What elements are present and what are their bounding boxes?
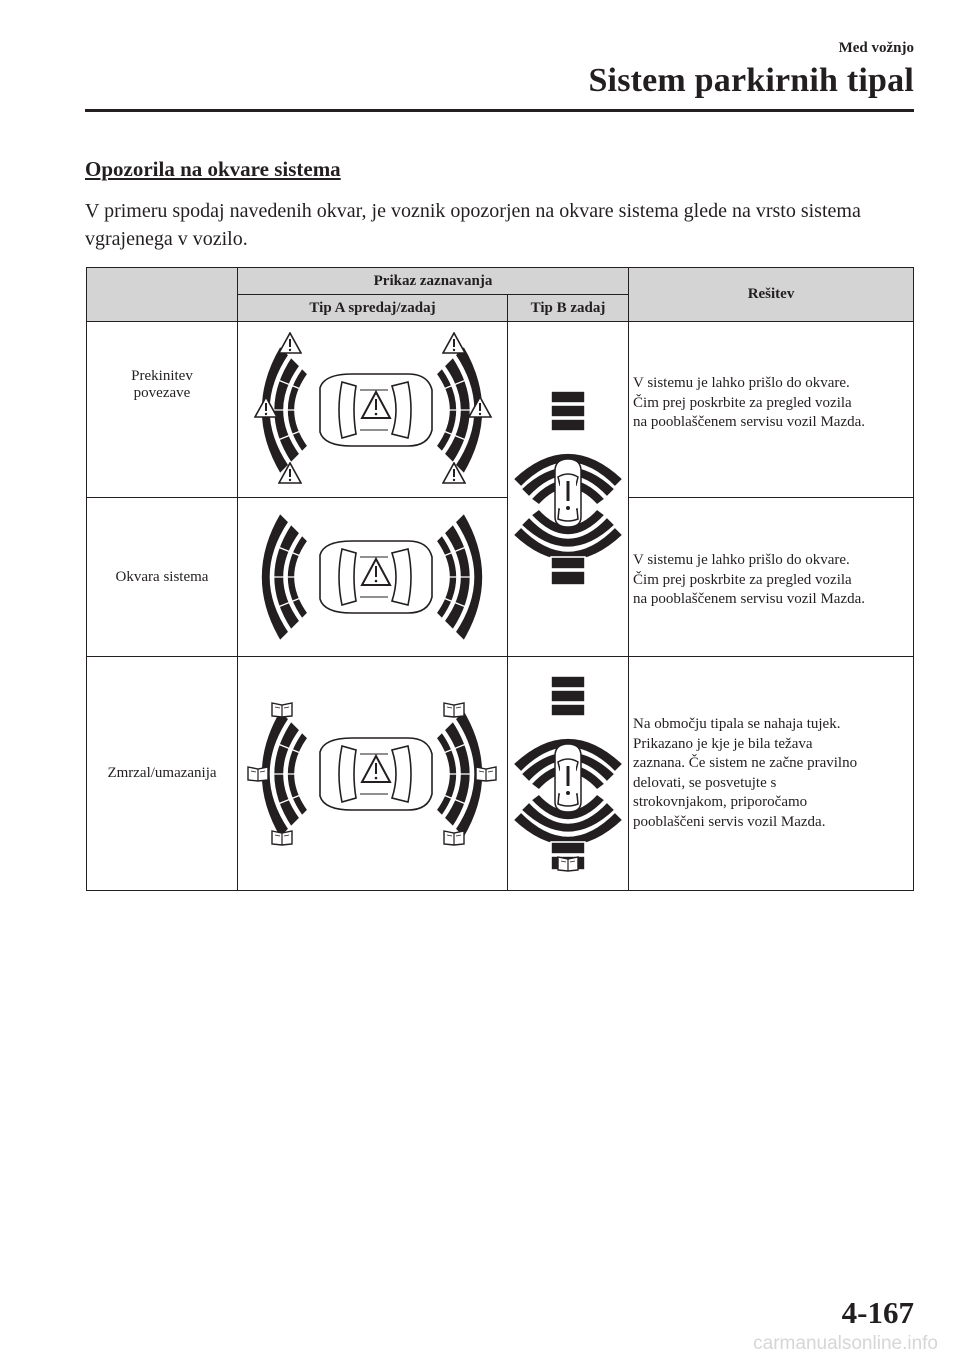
solution-line: Čim prej poskrbite za pregled vozila	[633, 571, 852, 588]
type-a-dirt-diagram	[242, 694, 504, 854]
header-section: Med vožnjo	[838, 40, 914, 56]
table-header-empty	[87, 268, 238, 322]
table-row	[87, 657, 914, 891]
solution-line: V sistemu je lahko prišlo do okvare.	[633, 375, 850, 391]
solution-line: Čim prej poskrbite za pregled vozila	[633, 394, 852, 411]
solution-line: V sistemu je lahko prišlo do okvare.	[633, 552, 850, 568]
solution-cell	[629, 657, 914, 891]
solution-cell	[629, 322, 914, 498]
solution-line: zaznana. Če sistem ne začne pravilno	[633, 755, 858, 771]
type-a-display-cell	[238, 322, 508, 498]
solution-line: na pooblaščenem servisu vozil Mazda.	[633, 414, 866, 430]
row-label-line: Prekinitev	[131, 368, 193, 384]
row-label: Okvara sistema	[87, 498, 238, 657]
table-header-type-a: Tip A spredaj/zadaj	[238, 295, 508, 322]
row-label	[87, 322, 238, 498]
solution-line: Prikazano je kje je bila težava	[633, 735, 813, 752]
header-title: Sistem parkirnih tipal	[588, 62, 914, 99]
intro-paragraph: V primeru spodaj navedenih okvar, je voznik opozorjen na okvare sistema glede na vrsto sistema vgrajenega v vozilo.	[85, 200, 861, 250]
type-a-disconnect-diagram	[242, 330, 504, 490]
malfunction-table	[86, 267, 914, 891]
solution-cell	[629, 498, 914, 657]
type-b-display-cell	[508, 322, 629, 657]
solution-line: delovati, se posvetujte s	[633, 774, 777, 791]
type-a-system-failure-diagram	[242, 507, 504, 647]
row-label: Zmrzal/umazanija	[87, 657, 238, 891]
table-header-type-b: Tip B zadaj	[508, 295, 629, 322]
header-rule	[85, 109, 914, 112]
page-number: 4-167	[841, 1295, 914, 1330]
solution-line: pooblaščeni servis vozil Mazda.	[633, 813, 826, 830]
type-b-warning-diagram	[513, 389, 623, 589]
type-a-display-cell	[238, 657, 508, 891]
row-label-line: povezave	[133, 385, 191, 401]
solution-line: Na območju tipala se nahaja tujek.	[633, 716, 841, 732]
table-row	[87, 498, 914, 657]
type-b-display-cell	[508, 657, 629, 891]
watermark: carmanualsonline.info	[753, 1333, 938, 1354]
table-row	[87, 322, 914, 498]
table-header-row	[87, 268, 914, 295]
solution-line: na pooblaščenem servisu vozil Mazda.	[633, 591, 866, 607]
type-b-dirt-diagram	[513, 674, 623, 874]
solution-line: strokovnjakom, priporočamo	[633, 794, 808, 810]
table-header-display: Prikaz zaznavanja	[238, 268, 629, 295]
section-title: Opozorila na okvare sistema	[85, 157, 341, 181]
table-header-solution: Rešitev	[629, 268, 914, 322]
type-a-display-cell	[238, 498, 508, 657]
